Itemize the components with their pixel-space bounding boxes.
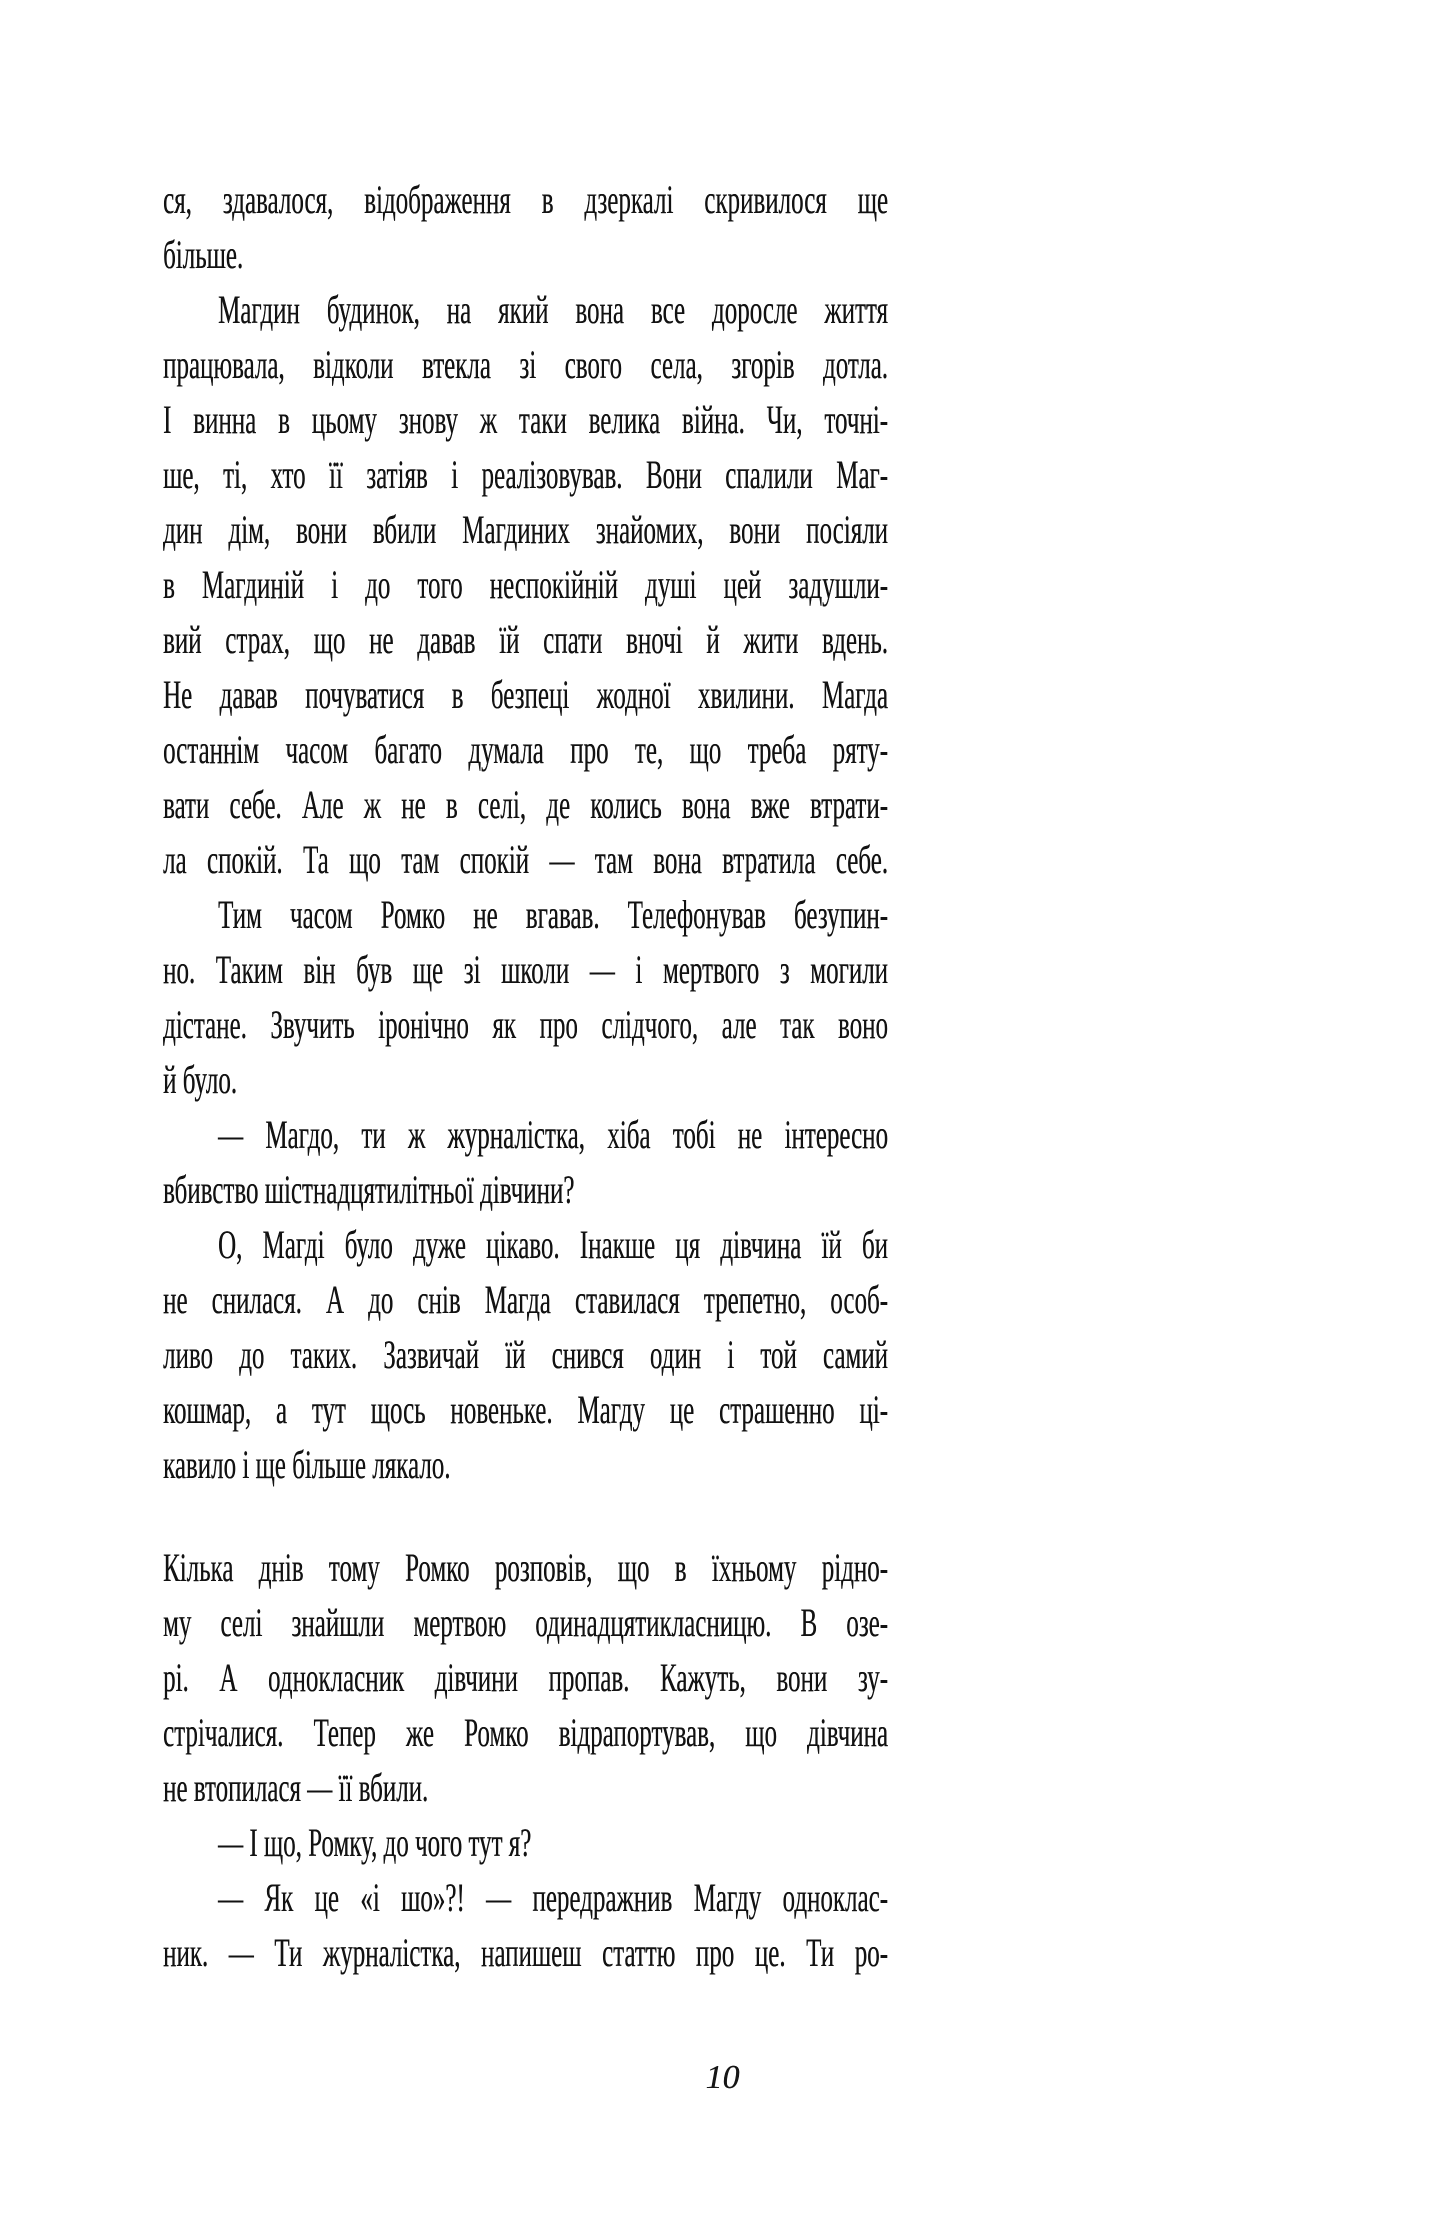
page-number: 10	[705, 2059, 740, 2096]
text-line: кошмар, а тут щось новеньке. Магду це страшенно ці-	[163, 1387, 888, 1432]
text-line: І винна в цьому знову ж таки велика війна. Чи, точні-	[163, 397, 888, 442]
text-line: більше.	[163, 232, 244, 277]
text-line: ся, здавалося, відображення в дзеркалі скривилося ще	[163, 177, 888, 222]
text-line: Не давав почуватися в безпеці жодної хвилини. Магда	[163, 672, 888, 717]
text-line: працювала, відколи втекла зі свого села, згорів дотла.	[163, 342, 888, 387]
text-line: ше, ті, хто її затіяв і реалізовував. Вони спалили Маг-	[163, 452, 888, 497]
text-line: — Як це «і шо»?! — передражнив Магду одноклас-	[218, 1875, 888, 1920]
text-line: ник. — Ти журналістка, напишеш статтю про це. Ти ро-	[163, 1930, 888, 1975]
text-line: й було.	[163, 1057, 238, 1102]
text-line: ливо до таких. Зазвичай їй снився один і той самий	[163, 1332, 888, 1377]
text-line: Кілька днів тому Ромко розповів, що в їхньому рідно-	[163, 1545, 888, 1590]
text-line: ла спокій. Та що там спокій — там вона втратила себе.	[163, 837, 888, 882]
text-line: Магдин будинок, на який вона все доросле життя	[218, 287, 888, 332]
text-line: дин дім, вони вбили Магдиних знайомих, вони посіяли	[163, 507, 888, 552]
text-line: вий страх, що не давав їй спати вночі й жити вдень.	[163, 617, 888, 662]
page-text	[163, 172, 888, 1980]
text-line: не снилася. А до снів Магда ставилася трепетно, особ-	[163, 1277, 888, 1322]
text-line: останнім часом багато думала про те, що треба ряту-	[163, 727, 888, 772]
text-line: вбивство шістнадцятилітньої дівчини?	[163, 1167, 575, 1212]
text-line: кавило і ще більше лякало.	[163, 1442, 451, 1487]
text-line: но. Таким він був ще зі школи — і мертвого з могили	[163, 947, 888, 992]
text-line: в Магдиній і до того неспокійній душі цей задушли-	[163, 562, 888, 607]
text-line: не втопилася — її вбили.	[163, 1765, 429, 1810]
text-line: стрічалися. Тепер же Ромко відрапортував, що дівчина	[163, 1710, 888, 1755]
text-line: — Магдо, ти ж журналістка, хіба тобі не інтересно	[218, 1112, 888, 1157]
text-line: вати себе. Але ж не в селі, де колись вона вже втрати-	[163, 782, 888, 827]
text-line: — І що, Ромку, до чого тут я?	[218, 1820, 532, 1865]
text-line: дістане. Звучить іронічно як про слідчого, але так воно	[163, 1002, 888, 1047]
text-line: рі. А однокласник дівчини пропав. Кажуть, вони зу-	[163, 1655, 888, 1700]
paragraph-break	[163, 1492, 888, 1540]
text-line: О, Магді було дуже цікаво. Інакше ця дівчина їй би	[218, 1222, 888, 1267]
text-line: му селі знайшли мертвою одинадцятикласницю. В озе-	[163, 1600, 888, 1645]
text-line: Тим часом Ромко не вгавав. Телефонував безупин-	[218, 892, 888, 937]
